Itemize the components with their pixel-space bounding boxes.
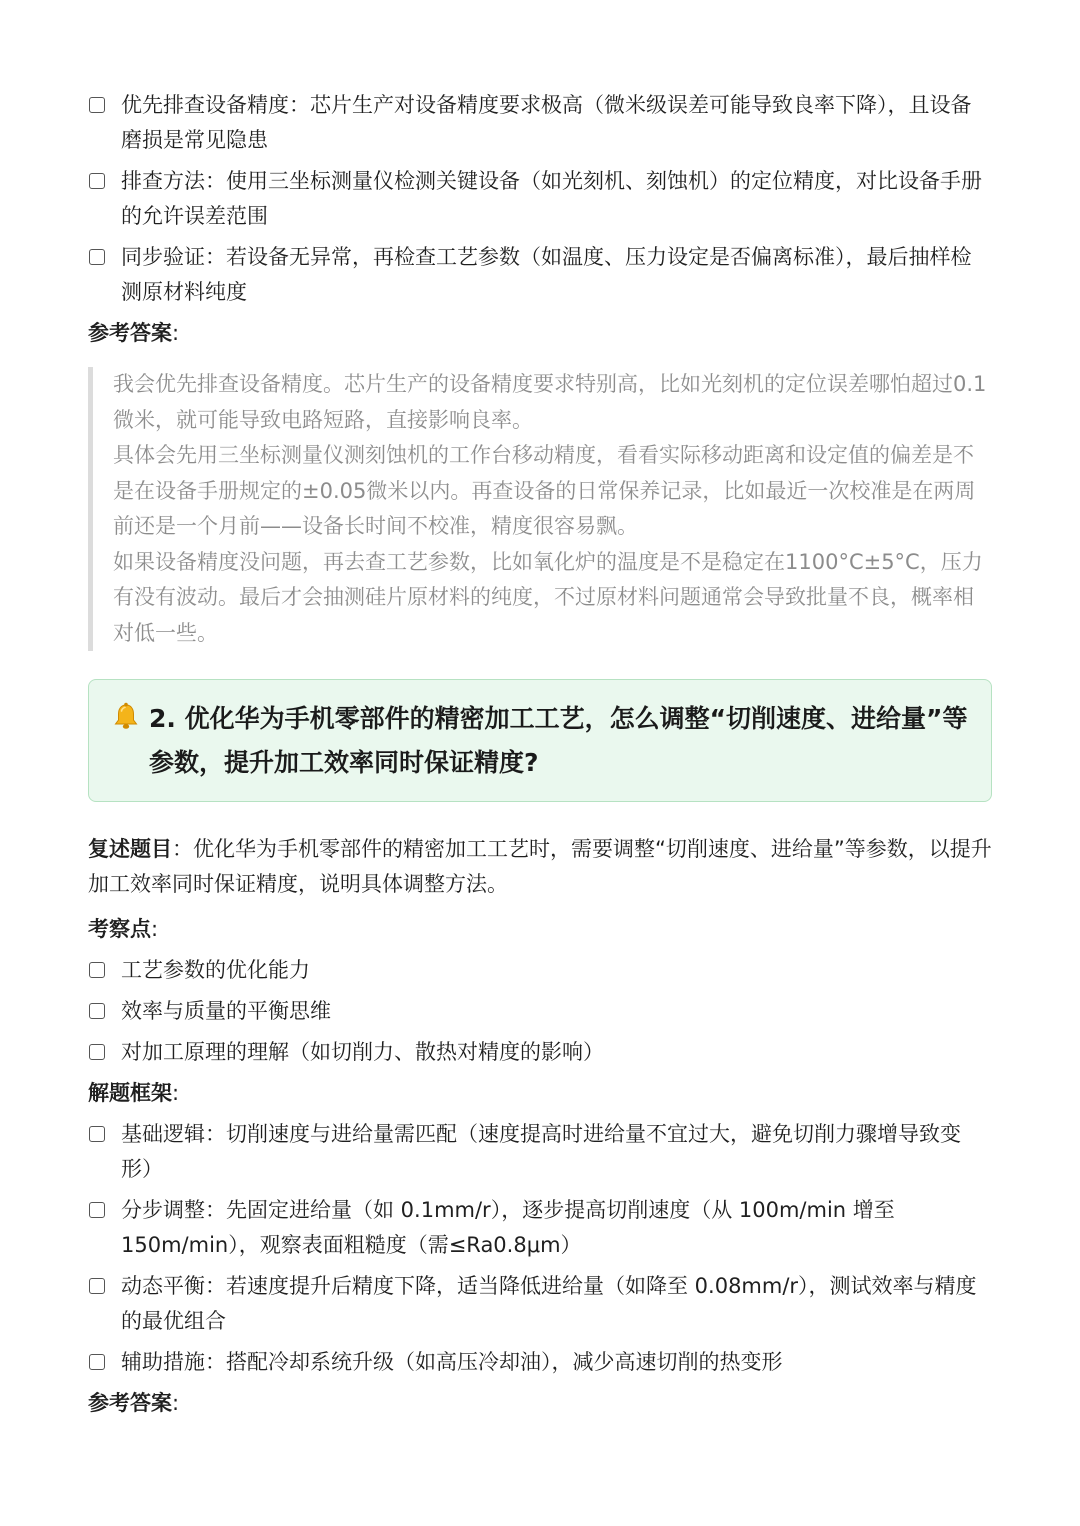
restate-text: ：优化华为手机零部件的精密加工工艺时，需要调整“切削速度、进给量”等参数，以提升加工效率同时保证精度，说明具体调整方法。 (88, 837, 992, 896)
list-item (88, 1269, 992, 1339)
answer-paragraph: 我会优先排查设备精度。芯片生产的设备精度要求特别高，比如光刻机的定位误差哪怕超过0.1微米，就可能导致电路短路，直接影响良率。 (113, 372, 987, 432)
heading-text: 参考答案 (88, 321, 172, 345)
heading-colon: : (172, 321, 180, 345)
list-item-text: 排查方法：使用三坐标测量仪检测关键设备（如光刻机、刻蚀机）的定位精度，对比设备手册的允许误差范围 (121, 169, 982, 228)
list-item-text: 动态平衡：若速度提升后精度下降，适当降低进给量（如降至 0.08mm/r），测试效率与精度的最优组合 (121, 1274, 977, 1333)
heading-text: 参考答案 (88, 1391, 172, 1415)
question-callout (88, 679, 992, 802)
list-item (88, 240, 992, 310)
checkbox[interactable] (89, 1126, 105, 1142)
list-item-text: 优先排查设备精度：芯片生产对设备精度要求极高（微米级误差可能导致良率下降），且设备磨损是常见隐患 (121, 93, 972, 152)
bell-icon (113, 702, 139, 730)
list-item (88, 1117, 992, 1187)
list-item-text: 效率与质量的平衡思维 (121, 999, 331, 1023)
heading-colon: : (172, 1081, 180, 1105)
list-item (88, 1193, 992, 1263)
list-item (88, 1035, 992, 1070)
list-item (88, 164, 992, 234)
device-check-list (88, 88, 992, 310)
checkbox[interactable] (89, 249, 105, 265)
checkbox[interactable] (89, 1278, 105, 1294)
list-item (88, 88, 992, 158)
list-item (88, 1345, 992, 1380)
exam-points-heading (88, 912, 992, 947)
list-item-text: 辅助措施：搭配冷却系统升级（如高压冷却油），减少高速切削的热变形 (121, 1350, 783, 1374)
restate-label: 复述题目 (88, 837, 172, 861)
exam-points-list (88, 953, 992, 1070)
reference-answer-heading (88, 1386, 992, 1421)
checkbox[interactable] (89, 173, 105, 189)
list-item-text: 分步调整：先固定进给量（如 0.1mm/r），逐步提高切削速度（从 100m/min 增至 150m/min），观察表面粗糙度（需≤Ra0.8μm） (121, 1198, 895, 1257)
checkbox[interactable] (89, 1044, 105, 1060)
heading-colon: : (151, 917, 159, 941)
heading-text: 解题框架 (88, 1081, 172, 1105)
list-item (88, 994, 992, 1029)
question-title: 2. 优化华为手机零部件的精密加工工艺，怎么调整“切削速度、进给量”等参数，提升加工效率同时保证精度? (149, 704, 968, 777)
restate-paragraph (88, 832, 992, 902)
list-item (88, 953, 992, 988)
checkbox[interactable] (89, 1354, 105, 1370)
checkbox[interactable] (89, 1202, 105, 1218)
answer-paragraph: 如果设备精度没问题，再去查工艺参数，比如氧化炉的温度是不是稳定在1100°C±5°C，压力有没有波动。最后才会抽测硅片原材料的纯度，不过原材料问题通常会导致批量不良，概率相对低一些。 (113, 549, 983, 645)
list-item-text: 同步验证：若设备无异常，再检查工艺参数（如温度、压力设定是否偏离标准），最后抽样检测原材料纯度 (121, 245, 972, 304)
heading-text: 考察点 (88, 917, 151, 941)
reference-answer-heading (88, 316, 992, 351)
answer-paragraph: 具体会先用三坐标测量仪测刻蚀机的工作台移动精度，看看实际移动距离和设定值的偏差是不是在设备手册规定的±0.05微米以内。再查设备的日常保养记录，比如最近一次校准是在两周前还是一个月前——设备长时间不校准，精度很容易飘。 (113, 443, 976, 538)
checkbox[interactable] (89, 1003, 105, 1019)
list-item-text: 工艺参数的优化能力 (121, 958, 310, 982)
answer-blockquote (88, 367, 992, 651)
list-item-text: 基础逻辑：切削速度与进给量需匹配（速度提高时进给量不宜过大，避免切削力骤增导致变形） (121, 1122, 961, 1181)
list-item-text: 对加工原理的理解（如切削力、散热对精度的影响） (121, 1040, 604, 1064)
checkbox[interactable] (89, 962, 105, 978)
framework-list (88, 1117, 992, 1380)
checkbox[interactable] (89, 97, 105, 113)
document-page (88, 88, 992, 1427)
heading-colon: : (172, 1391, 180, 1415)
framework-heading (88, 1076, 992, 1111)
